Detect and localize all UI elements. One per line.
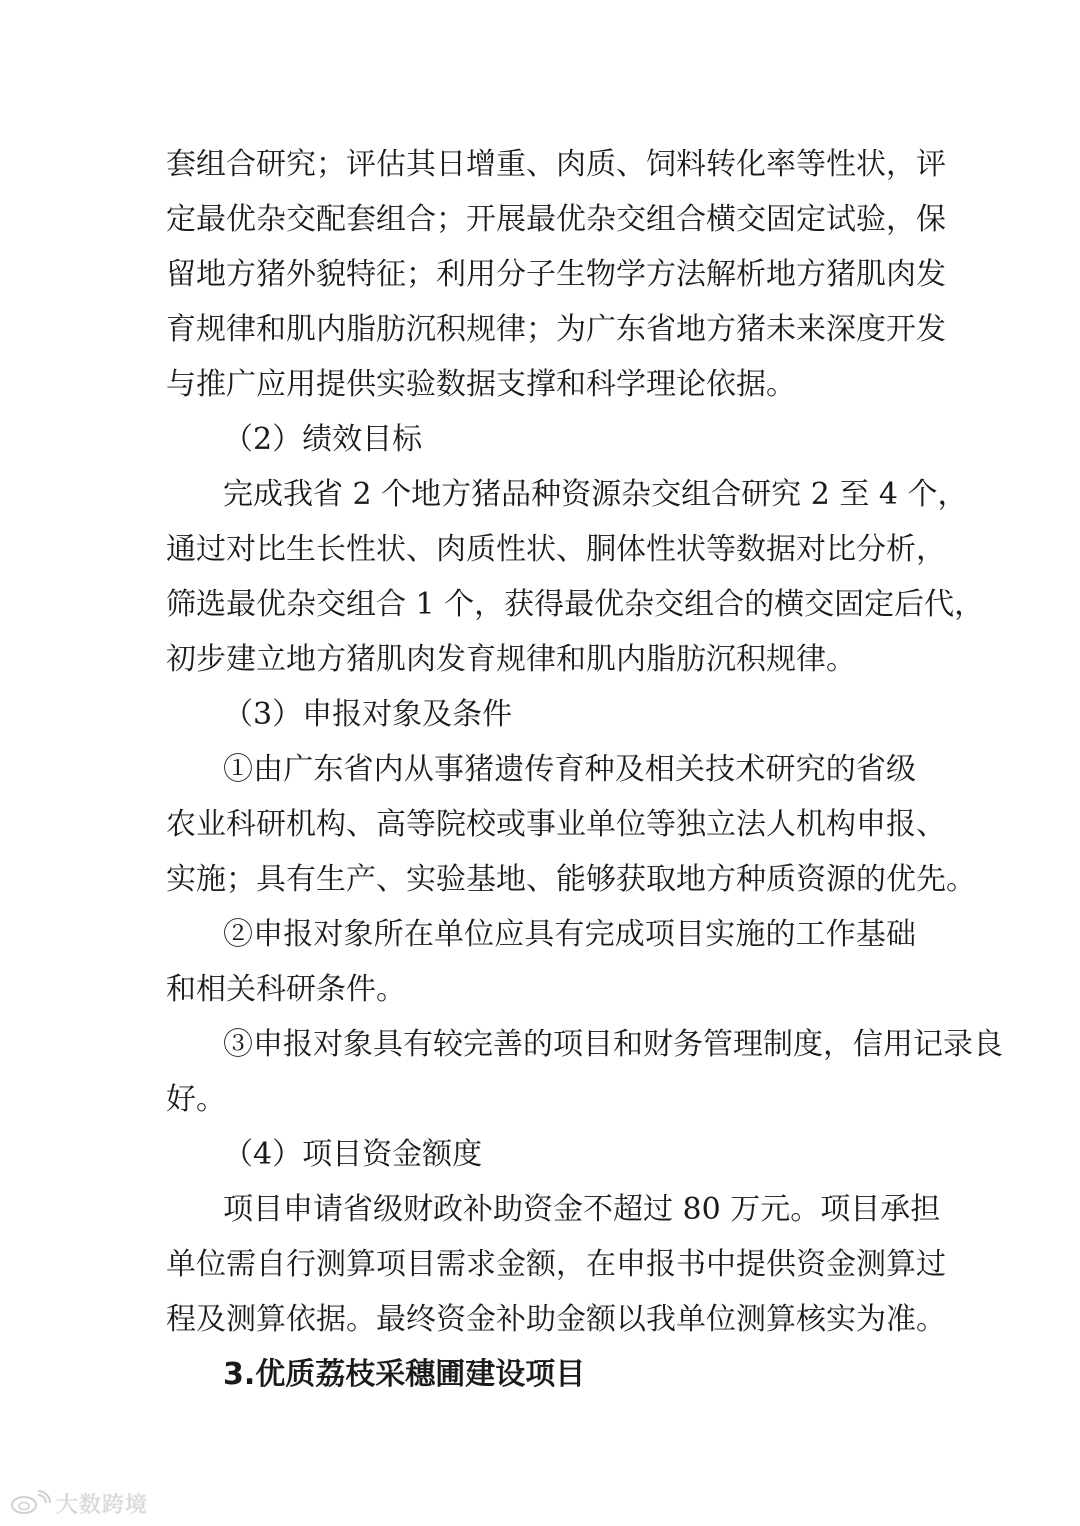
paragraph-2-line-2: 通过对比生长性状、肉质性状、胴体性状等数据对比分析， [166,532,946,567]
paragraph-1-line-5: 与推广应用提供实验数据支撑和科学理论依据。 [166,367,796,402]
weibo-logo-icon [10,1490,52,1516]
condition-1-line-3: 实施；具有生产、实验基地、能够获取地方种质资源的优先。 [166,862,976,897]
heading-applicant-conditions: （3）申报对象及条件 [223,697,513,732]
heading-performance-goals: （2）绩效目标 [223,422,423,457]
paragraph-2-line-3: 筛选最优杂交组合 1 个，获得最优杂交组合的横交固定后代， [166,587,985,622]
paragraph-2-line-4: 初步建立地方猪肌肉发育规律和肌内脂肪沉积规律。 [166,642,856,677]
condition-2-line-1: ②申报对象所在单位应具有完成项目实施的工作基础 [223,917,916,952]
watermark [10,1488,148,1518]
condition-2-line-2: 和相关科研条件。 [166,972,406,1007]
condition-3-line-1: ③申报对象具有较完善的项目和财务管理制度，信用记录良 [223,1027,1003,1062]
section-heading-lychee-project: 3.优质荔枝采穗圃建设项目 [223,1357,586,1392]
paragraph-4-line-2: 单位需自行测算项目需求金额，在申报书中提供资金测算过 [166,1247,946,1282]
paragraph-2-line-1: 完成我省 2 个地方猪品种资源杂交组合研究 2 至 4 个， [223,477,968,512]
paragraph-4-line-3: 程及测算依据。最终资金补助金额以我单位测算核实为准。 [166,1302,946,1337]
paragraph-1-line-3: 留地方猪外貌特征；利用分子生物学方法解析地方猪肌肉发 [166,257,946,292]
condition-1-line-1: ①由广东省内从事猪遗传育种及相关技术研究的省级 [223,752,916,787]
condition-1-line-2: 农业科研机构、高等院校或事业单位等独立法人机构申报、 [166,807,946,842]
paragraph-1-line-2: 定最优杂交配套组合；开展最优杂交组合横交固定试验，保 [166,202,946,237]
paragraph-1-line-1: 套组合研究；评估其日增重、肉质、饲料转化率等性状，评 [166,147,946,182]
heading-funding-amount: （4）项目资金额度 [223,1137,483,1172]
watermark-text: 大数跨境 [56,1492,149,1518]
paragraph-4-line-1: 项目申请省级财政补助资金不超过 80 万元。项目承担 [223,1192,941,1227]
paragraph-1-line-4: 育规律和肌内脂肪沉积规律；为广东省地方猪未来深度开发 [166,312,946,347]
condition-3-line-2: 好。 [166,1082,226,1117]
